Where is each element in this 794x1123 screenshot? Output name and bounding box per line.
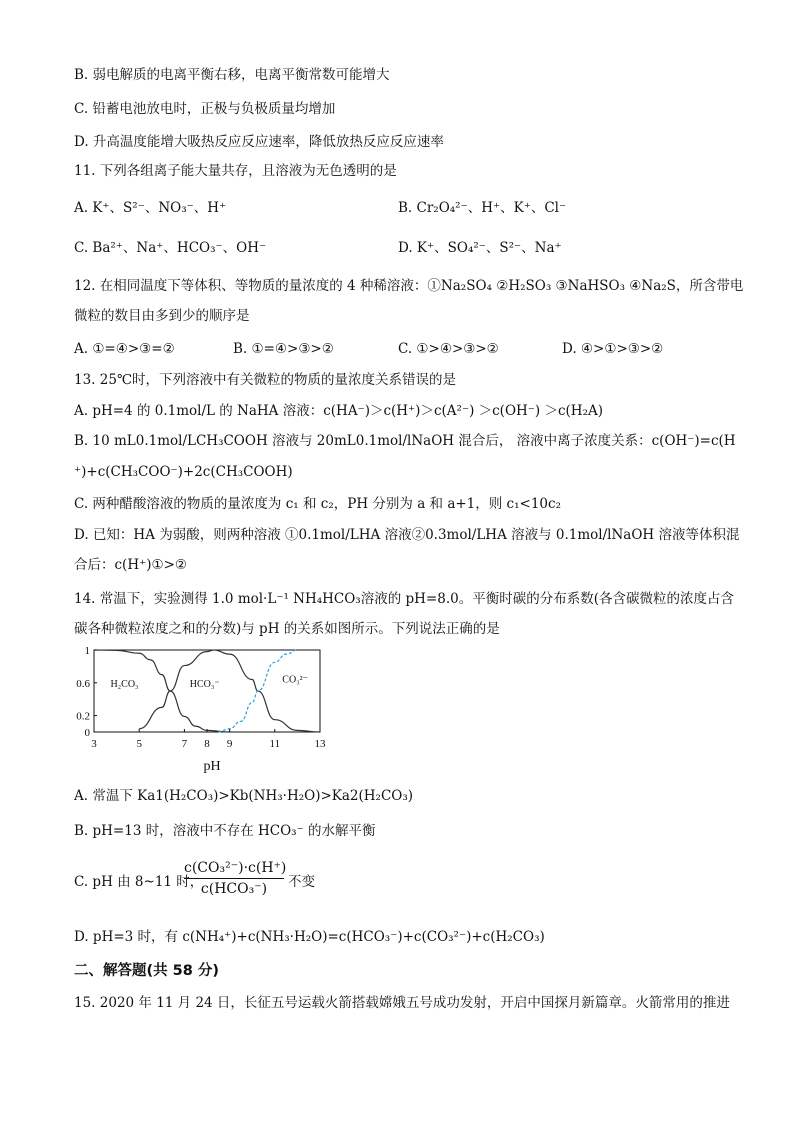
q12-stem-line1: 12. 在相同温度下等体积、等物质的量浓度的 4 种稀溶液：①Na₂SO₄ ②H₂SO₃ ③NaHSO₃ ④Na₂S，所含带电 xyxy=(74,278,744,294)
q14-option-b: B. pH=13 时，溶液中不存在 HCO₃⁻ 的水解平衡 xyxy=(74,823,376,839)
y-tick-label-1: 0.2 xyxy=(76,710,90,723)
series-label-1: HCO₃⁻ xyxy=(189,678,220,690)
q10-option-d: D. 升高温度能增大吸热反应反应速率，降低放热反应反应速率 xyxy=(74,134,444,150)
q13-stem: 13. 25℃时，下列溶液中有关微粒的物质的量浓度关系错误的是 xyxy=(74,372,457,388)
fraction-bar xyxy=(184,878,284,879)
q12-option-c: C. ①>④>③>② xyxy=(398,341,499,357)
x-tick-label-5: 11 xyxy=(269,738,281,750)
q15-stem: 15. 2020 年 11 月 24 日，长征五号运载火箭搭载嫦娥五号成功发射，开启中国探月新篇章。火箭常用的推进 xyxy=(74,995,730,1011)
y-tick-label-0: 0 xyxy=(84,727,90,739)
q14-option-d: D. pH=3 时，有 c(NH₄⁺)+c(NH₃·H₂O)=c(HCO₃⁻)+c(CO₃²⁻)+c(H₂CO₃) xyxy=(74,929,545,945)
q13-option-d-line1: D. 已知：HA 为弱酸，则两种溶液 ①0.1mol/LHA 溶液②0.3mol/LHA 溶液与 0.1mol/lNaOH 溶液等体积混 xyxy=(74,527,740,543)
section-heading: 二、解答题(共 58 分) xyxy=(74,963,220,979)
x-tick-label-4: 9 xyxy=(226,738,233,750)
fraction-denominator: c(HCO₃⁻) xyxy=(200,881,268,897)
series-label-0: H₂CO₃ xyxy=(110,678,139,690)
q11-option-a: A. K⁺、S²⁻、NO₃⁻、H⁺ xyxy=(74,200,227,216)
chart-x-axis-label: pH xyxy=(203,759,221,774)
series-line-0 xyxy=(94,650,230,732)
q11-stem: 11. 下列各组离子能大量共存，且溶液为无色透明的是 xyxy=(74,163,397,179)
distribution-chart xyxy=(70,644,340,774)
q11-option-b: B. Cr₂O₄²⁻、H⁺、K⁺、Cl⁻ xyxy=(398,200,567,216)
q13-option-b-line2: ⁺)+c(CH₃COO⁻)+2c(CH₃COOH) xyxy=(74,464,293,480)
q14-option-a: A. 常温下 Ka1(H₂CO₃)>Kb(NH₃·H₂O)>Ka2(H₂CO₃) xyxy=(74,788,414,804)
q13-option-d-line2: 合后：c(H⁺)①>② xyxy=(74,557,188,573)
series-line-2 xyxy=(218,650,297,732)
q12-option-d: D. ④>①>③>② xyxy=(562,341,664,357)
q13-option-b-line1: B. 10 mL0.1mol/LCH₃COOH 溶液与 20mL0.1mol/lNaOH 混合后， 溶液中离子浓度关系：c(OH⁻)=c(H xyxy=(74,433,736,449)
q10-option-b: B. 弱电解质的电离平衡右移，电离平衡常数可能增大 xyxy=(74,67,390,83)
q13-option-a: A. pH=4 的 0.1mol/L 的 NaHA 溶液：c(HA⁻)＞c(H⁺)＞c(A²⁻) ＞c(OH⁻) ＞c(H₂A) xyxy=(74,403,604,419)
q11-option-c: C. Ba²⁺、Na⁺、HCO₃⁻、OH⁻ xyxy=(74,240,267,256)
chart-plot-frame xyxy=(94,650,320,732)
x-tick-label-2: 7 xyxy=(181,738,188,750)
y-tick-label-3: 1 xyxy=(84,645,90,657)
q14-stem-line1: 14. 常温下，实验测得 1.0 mol·L⁻¹ NH₄HCO₃溶液的 pH=8.0。平衡时碳的分布系数(各含碳微粒的浓度占含 xyxy=(74,591,734,607)
y-tick-label-2: 0.6 xyxy=(76,677,90,690)
q14-option-c-suffix: 不变 xyxy=(288,874,315,890)
q13-option-c: C. 两种醋酸溶液的物质的量浓度为 c₁ 和 c₂，PH 分别为 a 和 a+1，则 c₁<10c₂ xyxy=(74,496,561,512)
q12-option-b: B. ①=④>③>② xyxy=(233,341,334,357)
x-tick-label-1: 5 xyxy=(136,738,142,750)
q12-option-a: A. ①=④>③=② xyxy=(74,341,175,357)
series-line-1 xyxy=(139,650,320,732)
x-tick-label-0: 3 xyxy=(91,738,97,750)
q14-option-c-prefix: C. pH 由 8~11 时， xyxy=(74,874,204,890)
q11-option-d: D. K⁺、SO₄²⁻、S²⁻、Na⁺ xyxy=(398,240,562,256)
series-label-2: CO₃²⁻ xyxy=(282,674,308,686)
q14-stem-line2: 碳各种微粒浓度之和的分数)与 pH 的关系如图所示。下列说法正确的是 xyxy=(74,621,500,637)
q14-option-c-fraction xyxy=(184,860,287,897)
x-tick-label-6: 13 xyxy=(314,738,326,750)
q10-option-c: C. 铅蓄电池放电时，正极与负极质量均增加 xyxy=(74,101,336,117)
fraction-numerator: c(CO₃²⁻)·c(H⁺) xyxy=(184,860,287,876)
q12-stem-line2: 微粒的数目由多到少的顺序是 xyxy=(74,308,250,324)
x-tick-label-3: 8 xyxy=(204,738,210,750)
